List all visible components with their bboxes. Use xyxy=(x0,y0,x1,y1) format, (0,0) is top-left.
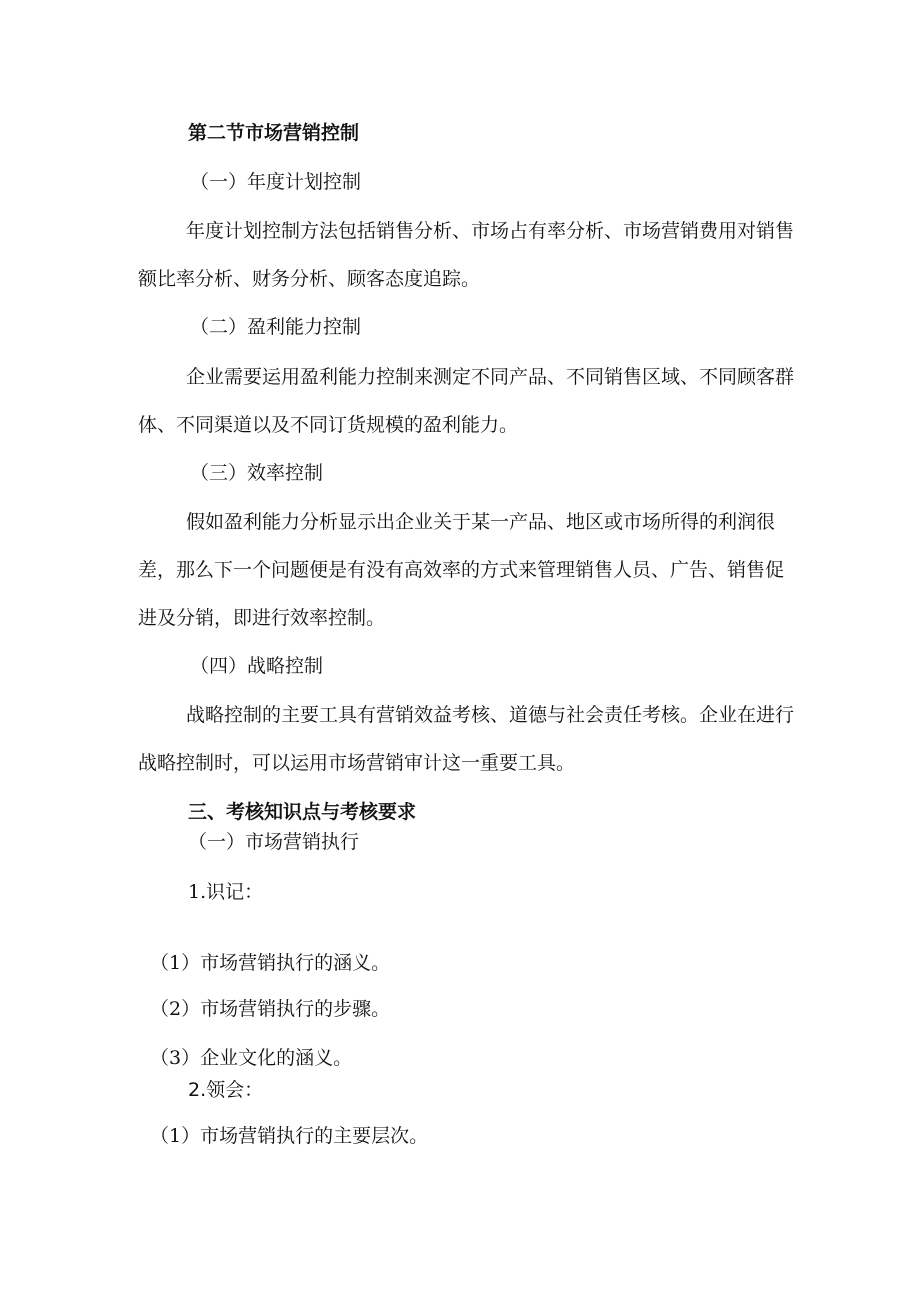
paragraph-strategy: 战略控制的主要工具有营销效益考核、道德与社会责任考核。企业在进行战略控制时，可以运用市场营销审计这一重要工具。 xyxy=(138,704,795,774)
subheading-marketing-execution: （一）市场营销执行 xyxy=(188,831,360,853)
subheading-profitability: （二）盈利能力控制 xyxy=(190,316,362,338)
recall-label: 1.识记： xyxy=(188,881,264,903)
understand-item: （1）市场营销执行的主要层次。 xyxy=(150,1125,429,1147)
section-title: 第二节市场营销控制 xyxy=(188,122,360,144)
recall-item: （1）市场营销执行的涵义。 xyxy=(150,952,391,974)
subheading-annual-plan: （一）年度计划控制 xyxy=(190,171,362,193)
exam-section-title: 三、考核知识点与考核要求 xyxy=(188,801,417,823)
paragraph-efficiency: 假如盈利能力分析显示出企业关于某一产品、地区或市场所得的利润很差，那么下一个问题便是有没有高效率的方式来管理销售人员、广告、销售促进及分销，即进行效率控制。 xyxy=(138,511,785,629)
understand-label: 2.领会： xyxy=(188,1079,264,1101)
paragraph-annual-plan: 年度计划控制方法包括销售分析、市场占有率分析、市场营销费用对销售额比率分析、财务分析、顾客态度追踪。 xyxy=(138,220,795,290)
subheading-strategy: （四）战略控制 xyxy=(190,655,324,677)
paragraph-profitability: 企业需要运用盈利能力控制来测定不同产品、不同销售区域、不同顾客群体、不同渠道以及不同订货规模的盈利能力。 xyxy=(138,366,795,436)
recall-item: （3）企业文化的涵义。 xyxy=(150,1047,353,1069)
recall-item: （2）市场营销执行的步骤。 xyxy=(150,998,391,1020)
subheading-efficiency: （三）效率控制 xyxy=(190,462,324,484)
